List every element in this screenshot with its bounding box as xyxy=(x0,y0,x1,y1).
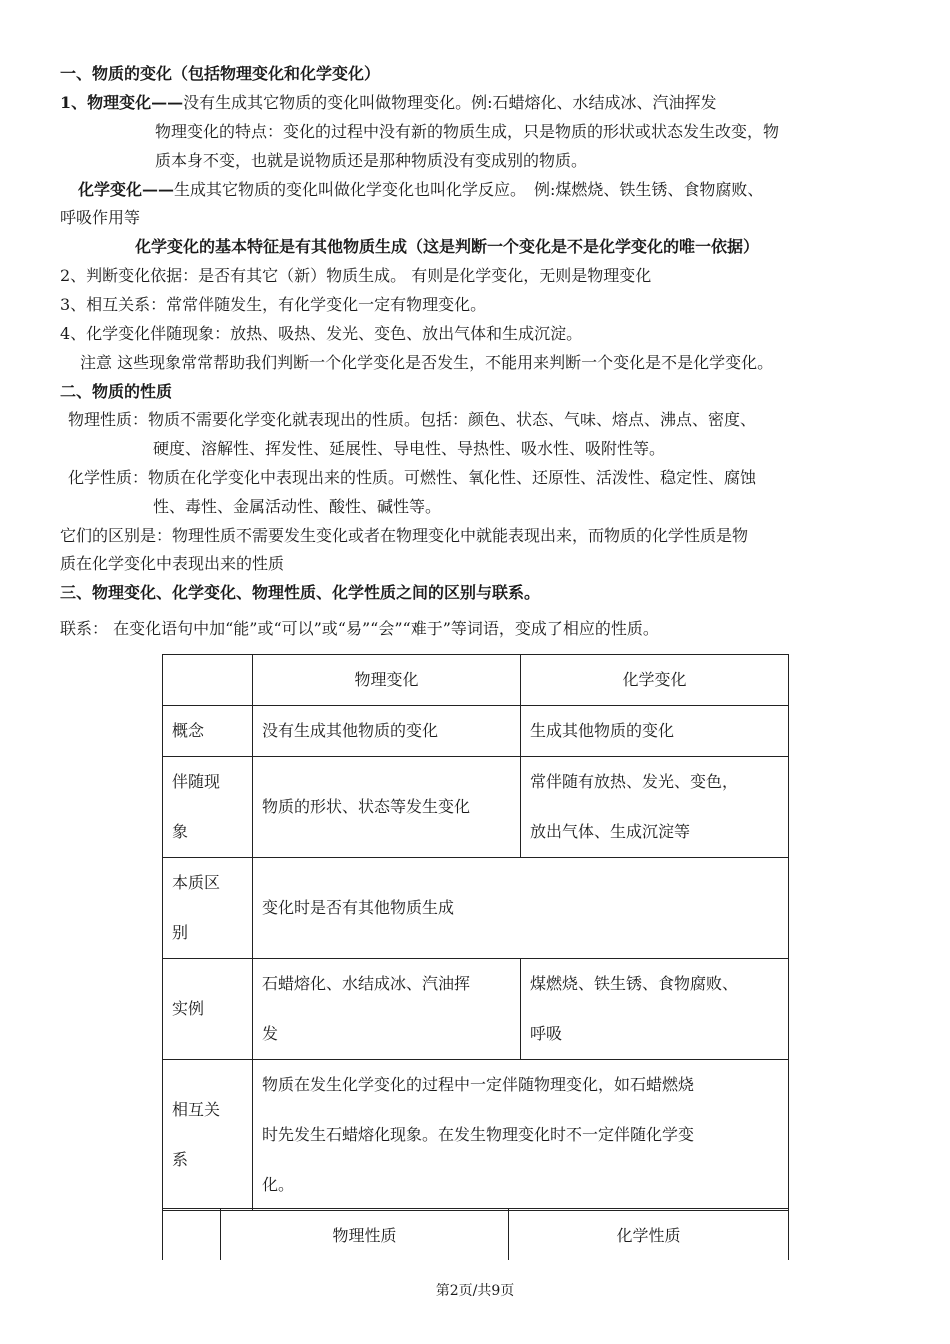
cell-examples-physical-b: 发 xyxy=(262,1024,279,1043)
key-feature: 化学变化的基本特征是有其他物质生成（这是判断一个变化是不是化学变化的唯一依据） xyxy=(135,237,760,256)
physical-property-2: 硬度、溶解性、挥发性、延展性、导电性、导热性、吸水性、吸附性等。 xyxy=(153,439,666,458)
difference-1: 它们的区别是：物理性质不需要发生变化或者在物理变化中就能表现出来，而物质的化学性质是物 xyxy=(60,526,749,545)
properties-table xyxy=(162,1208,789,1260)
row-label-essence-a: 本质区 xyxy=(172,873,221,892)
item-3: 3、相互关系：常常伴随发生，有化学变化一定有物理变化。 xyxy=(60,295,487,314)
difference-2: 质在化学变化中表现出来的性质 xyxy=(60,554,285,573)
row-label-essence-b: 别 xyxy=(172,923,189,942)
cell-phenomena-chemical xyxy=(521,757,789,858)
chemical-property-1: 化学性质：物质在化学变化中表现出来的性质。可燃性、氧化性、还原性、活泼性、稳定性、腐蚀 xyxy=(68,468,757,487)
table-row xyxy=(163,706,789,757)
note: 注意 这些现象常常帮助我们判断一个化学变化是否发生，不能用来判断一个变化是不是化学变化。 xyxy=(80,353,774,372)
table-row xyxy=(163,858,789,959)
cell-relation-c: 化。 xyxy=(262,1175,295,1194)
table-row xyxy=(163,1060,789,1211)
cell-examples-physical xyxy=(253,959,521,1060)
chemical-property-2: 性、毒性、金属活动性、酸性、碱性等。 xyxy=(153,497,442,516)
page-footer: 第2页/共9页 xyxy=(435,1283,515,1299)
relation-text: 联系： 在变化语句中加“能”或“可以”或“易”“会”“难于”等词语，变成了相应的性质。 xyxy=(60,619,659,638)
row-label-relation xyxy=(163,1060,253,1211)
physical-change-label: 1、物理变化—— xyxy=(60,93,184,112)
row-label-phenomena xyxy=(163,757,253,858)
item-2: 2、判断变化依据：是否有其它（新）物质生成。 有则是化学变化，无则是物理变化 xyxy=(60,266,652,285)
item-4: 4、化学变化伴随现象：放热、吸热、发光、变色、放出气体和生成沉淀。 xyxy=(60,324,583,343)
cell-relation-a: 物质在发生化学变化的过程中一定伴随物理变化，如石蜡燃烧 xyxy=(262,1075,695,1094)
cell-phenomena-physical: 物质的形状、状态等发生变化 xyxy=(253,757,521,858)
header-chemical-change: 化学变化 xyxy=(521,655,789,706)
chemical-change-text: 生成其它物质的变化叫做化学变化也叫化学反应。 例:煤燃烧、铁生锈、食物腐败、 xyxy=(174,180,764,199)
cell-relation xyxy=(253,1060,789,1211)
comparison-table xyxy=(162,654,789,1211)
cell-examples-chemical-a: 煤燃烧、铁生锈、食物腐败、 xyxy=(530,974,739,993)
cell-examples-chemical-b: 呼吸 xyxy=(530,1024,563,1043)
cell-relation-b: 时先发生石蜡熔化现象。在发生物理变化时不一定伴随化学变 xyxy=(262,1125,695,1144)
row-label-concept: 概念 xyxy=(163,706,253,757)
physical-property-1: 物理性质：物质不需要化学变化就表现出的性质。包括：颜色、状态、气味、熔点、沸点、密度、 xyxy=(68,410,757,429)
table-row xyxy=(163,757,789,858)
row-label-phenomena-b: 象 xyxy=(172,822,189,841)
row-label-relation-a: 相互关 xyxy=(172,1100,221,1119)
row-label-examples: 实例 xyxy=(163,959,253,1060)
header-physical-property: 物理性质 xyxy=(221,1209,509,1261)
table-row xyxy=(163,959,789,1060)
physical-change-feature-2: 质本身不变，也就是说物质还是那种物质没有变成别的物质。 xyxy=(155,151,588,170)
cell-essence: 变化时是否有其他物质生成 xyxy=(253,858,789,959)
row-label-essence xyxy=(163,858,253,959)
cell-examples-chemical xyxy=(521,959,789,1060)
section3-heading: 三、物理变化、化学变化、物理性质、化学性质之间的区别与联系。 xyxy=(60,583,541,602)
chemical-change-label: 化学变化—— xyxy=(78,180,175,199)
section2-heading: 二、物质的性质 xyxy=(60,382,173,401)
cell-phenomena-chemical-a: 常伴随有放热、发光、变色， xyxy=(530,772,739,791)
physical-change-definition xyxy=(60,93,717,113)
physical-change-text: 没有生成其它物质的变化叫做物理变化。例:石蜡熔化、水结成冰、汽油挥发 xyxy=(183,93,717,112)
properties-corner-cell xyxy=(163,1209,221,1261)
header-physical-change: 物理变化 xyxy=(253,655,521,706)
cell-examples-physical-a: 石蜡熔化、水结成冰、汽油挥 xyxy=(262,974,471,993)
chemical-change-text-cont: 呼吸作用等 xyxy=(60,208,141,227)
row-label-relation-b: 系 xyxy=(172,1150,189,1169)
cell-concept-physical: 没有生成其他物质的变化 xyxy=(253,706,521,757)
cell-concept-chemical: 生成其他物质的变化 xyxy=(521,706,789,757)
table-header-row xyxy=(163,655,789,706)
section1-heading: 一、物质的变化（包括物理变化和化学变化） xyxy=(60,64,381,83)
table-corner-cell xyxy=(163,655,253,706)
physical-change-feature-1: 物理变化的特点：变化的过程中没有新的物质生成，只是物质的形状或状态发生改变，物 xyxy=(155,122,780,141)
cell-phenomena-chemical-b: 放出气体、生成沉淀等 xyxy=(530,822,691,841)
row-label-phenomena-a: 伴随现 xyxy=(172,772,221,791)
properties-header-row xyxy=(163,1209,789,1261)
chemical-change-definition xyxy=(78,180,763,200)
header-chemical-property: 化学性质 xyxy=(509,1209,789,1261)
